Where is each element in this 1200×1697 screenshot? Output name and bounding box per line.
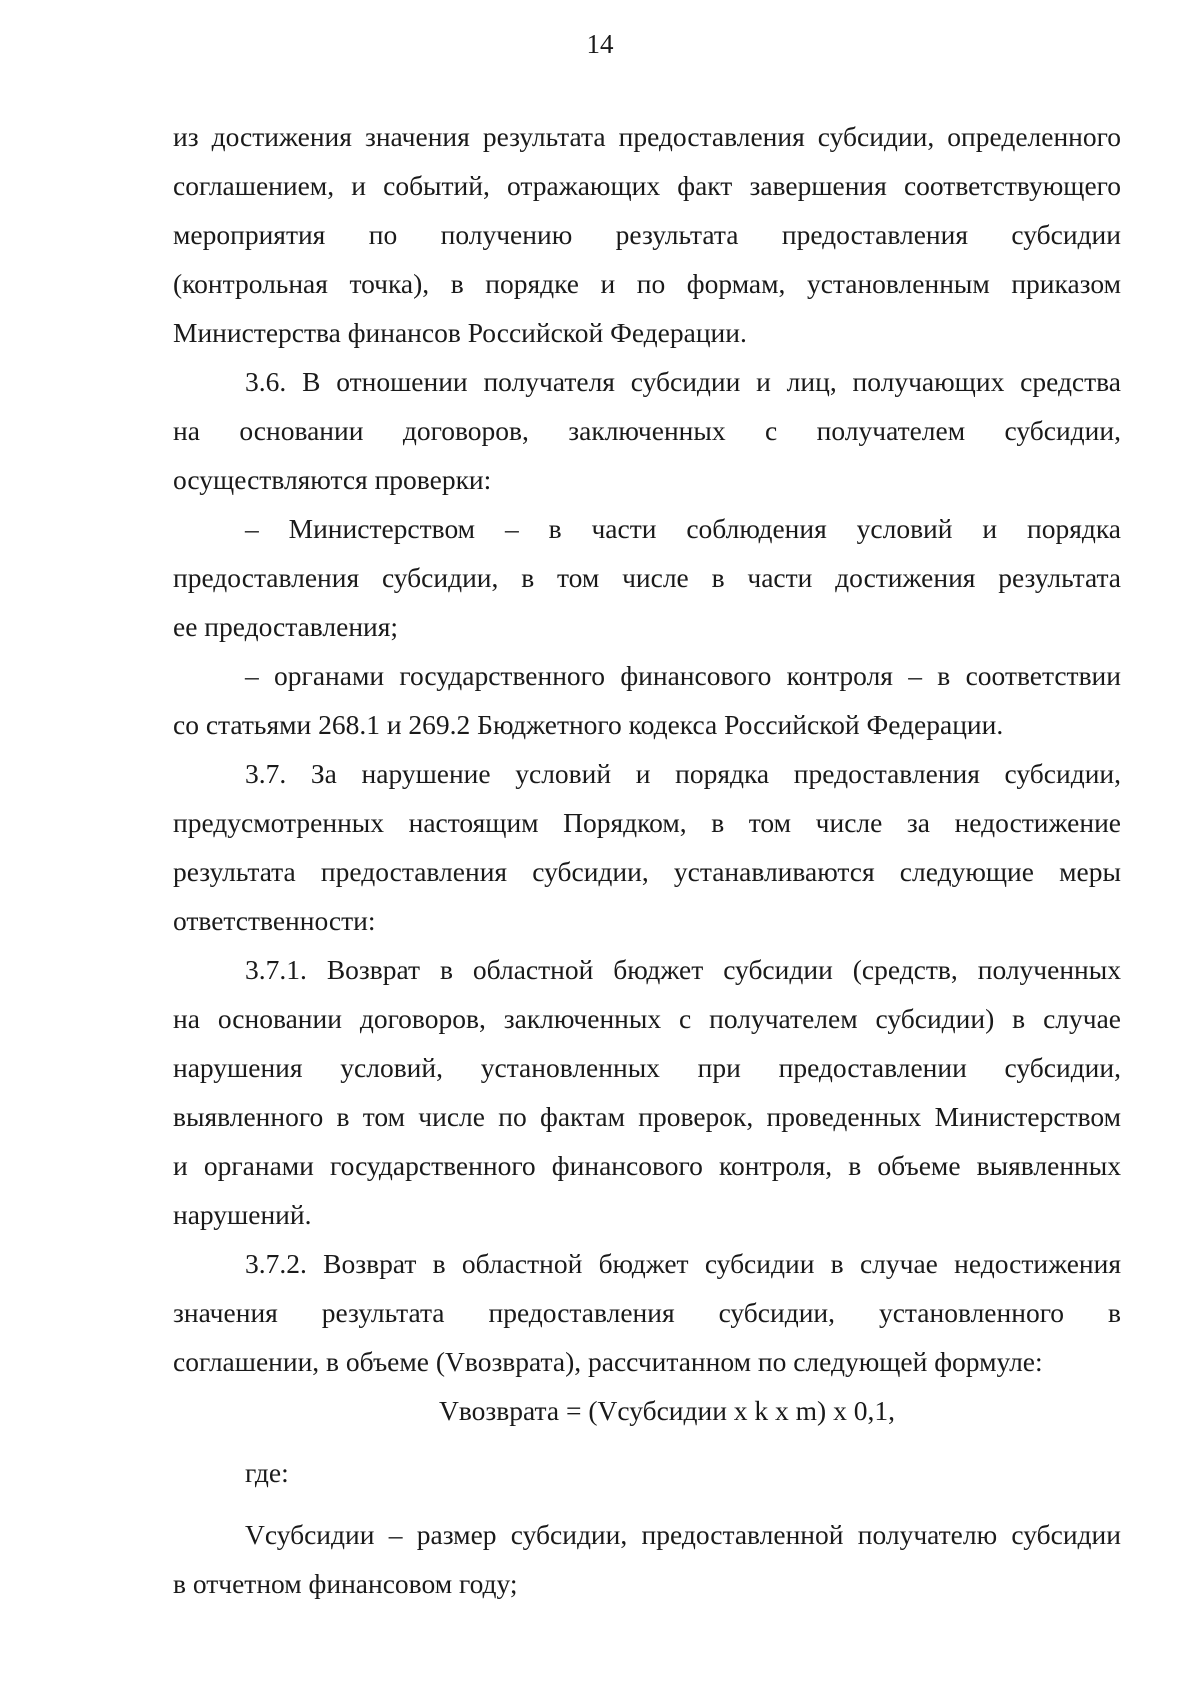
text-line: (контрольная точка), в порядке и по формам, установленным приказом <box>173 268 1121 299</box>
definition-paragraph <box>173 1510 1121 1608</box>
document-body <box>173 112 1121 1608</box>
formula: Vвозврата = (Vсубсидии x k x m) x 0,1, <box>439 1395 895 1426</box>
text-line: – Министерством – в части соблюдения условий и порядка <box>245 513 1121 544</box>
paragraph-p-3-6 <box>173 357 1121 504</box>
text-line: на основании договоров, заключенных с получателем субсидии, <box>173 415 1121 446</box>
paragraph-p-3-7-1 <box>173 945 1121 1239</box>
text-line: 3.7.2. Возврат в областной бюджет субсидии в случае недостижения <box>245 1248 1121 1279</box>
text-line: ответственности: <box>173 905 376 936</box>
text-line: Министерства финансов Российской Федерации. <box>173 317 747 348</box>
paragraph-p-3-7 <box>173 749 1121 945</box>
paragraph-p-continuation <box>173 112 1121 357</box>
paragraph-p-3-7-2 <box>173 1239 1121 1386</box>
text-line: нарушения условий, установленных при предоставлении субсидии, <box>173 1052 1121 1083</box>
text-line: – органами государственного финансового контроля – в соответствии <box>245 660 1121 691</box>
text-line: результата предоставления субсидии, устанавливаются следующие меры <box>173 856 1121 887</box>
text-line: предоставления субсидии, в том числе в части достижения результата <box>173 562 1121 593</box>
text-line: выявленного в том числе по фактам проверок, проведенных Министерством <box>173 1101 1121 1132</box>
text-line: нарушений. <box>173 1199 312 1230</box>
text-line: на основании договоров, заключенных с получателем субсидии) в случае <box>173 1003 1121 1034</box>
text-line: соглашении, в объеме (Vвозврата), рассчитанном по следующей формуле: <box>173 1346 1043 1377</box>
text-line: значения результата предоставления субсидии, установленного в <box>173 1297 1121 1328</box>
text-line: Vсубсидии – размер субсидии, предоставленной получателю субсидии <box>245 1519 1121 1550</box>
text-line: со статьями 268.1 и 269.2 Бюджетного кодекса Российской Федерации. <box>173 709 1004 740</box>
text-line: в отчетном финансовом году; <box>173 1568 518 1599</box>
text-line: и органами государственного финансового контроля, в объеме выявленных <box>173 1150 1121 1181</box>
text-line: соглашением, и событий, отражающих факт завершения соответствующего <box>173 170 1121 201</box>
text-line: 3.7. За нарушение условий и порядка предоставления субсидии, <box>245 758 1121 789</box>
paragraphs-container <box>173 112 1121 1386</box>
text-line: 3.6. В отношении получателя субсидии и лиц, получающих средства <box>245 366 1121 397</box>
text-line: осуществляются проверки: <box>173 464 492 495</box>
text-line: предусмотренных настоящим Порядком, в том числе за недостижение <box>173 807 1121 838</box>
text-line: 3.7.1. Возврат в областной бюджет субсидии (средств, полученных <box>245 954 1121 985</box>
paragraph-p-ministry <box>173 504 1121 651</box>
text-line: мероприятия по получению результата предоставления субсидии <box>173 219 1121 250</box>
page-number: 14 <box>586 29 614 59</box>
text-line: из достижения значения результата предоставления субсидии, определенного <box>173 121 1121 152</box>
text-line: ее предоставления; <box>173 611 399 642</box>
paragraph-p-control-bodies <box>173 651 1121 749</box>
where-label: где: <box>245 1457 289 1488</box>
